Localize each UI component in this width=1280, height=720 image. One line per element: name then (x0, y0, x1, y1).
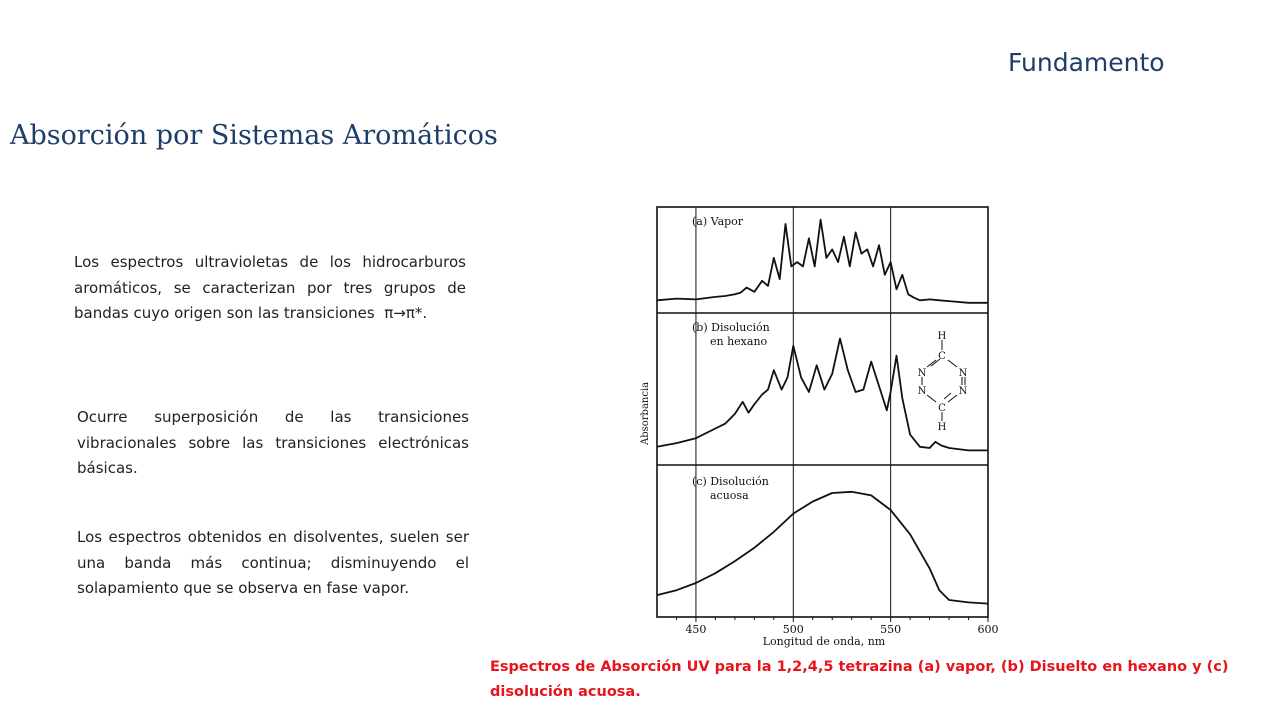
gridlines (676, 207, 988, 622)
atom-n-right-top: N (958, 368, 968, 379)
panel-b-label: (b) Disolución (692, 321, 770, 334)
tetrazine-atoms (918, 331, 968, 433)
figure-caption: Espectros de Absorción UV para la 1,2,4,5 tetrazina (a) vapor, (b) Disuelto en hexano y (c) disolución acuosa. (490, 659, 1229, 700)
y-axis-label: Absorbancia (640, 381, 651, 445)
paragraph-solvents: Los espectros obtenidos en disolventes, suelen ser una banda más continua; disminuyendo el solapamiento que se observa en fase vapor. (77, 528, 469, 597)
atom-n-right-bottom: N (958, 386, 968, 397)
slide-title: Absorción por Sistemas Aromáticos (10, 120, 498, 151)
atom-c-top: C (938, 351, 946, 362)
x-tick-label-500: 500 (782, 623, 804, 636)
atom-n-left-top: N (917, 368, 927, 379)
panel-a-label: (a) Vapor (692, 215, 744, 228)
atom-n-left-bottom: N (917, 386, 927, 397)
spectrum-line-c (657, 492, 988, 604)
x-tick-label-550: 550 (880, 623, 902, 636)
paragraph-end: . (422, 304, 428, 322)
x-tick-label-450: 450 (685, 623, 707, 636)
section-label: Fundamento (1008, 48, 1165, 77)
paragraph-vibrational: Ocurre superposición de las transiciones vibracionales sobre las transiciones electrónicas básicas. (77, 408, 469, 477)
paragraph-aromatic-bands (74, 250, 466, 327)
spectrum-line-a (657, 220, 988, 303)
x-axis-label: Longitud de onda, nm (762, 635, 886, 648)
panel-c-label-2: acuosa (710, 489, 749, 502)
uv-spectra-figure (630, 195, 1000, 650)
paragraph-text: Los espectros ultravioletas de los hidrocarburos aromáticos, se caracterizan por tres grupos de bandas cuyo origen son las transiciones (74, 253, 466, 322)
atom-h-top: H (937, 331, 947, 342)
panel-b-label-2: en hexano (710, 335, 768, 348)
x-tick-label-600: 600 (977, 623, 999, 636)
panel-c-label: (c) Disolución (692, 475, 769, 488)
atom-c-bottom: C (938, 403, 946, 414)
transition-symbol: π→π* (384, 304, 423, 322)
atom-h-bottom: H (937, 422, 947, 433)
